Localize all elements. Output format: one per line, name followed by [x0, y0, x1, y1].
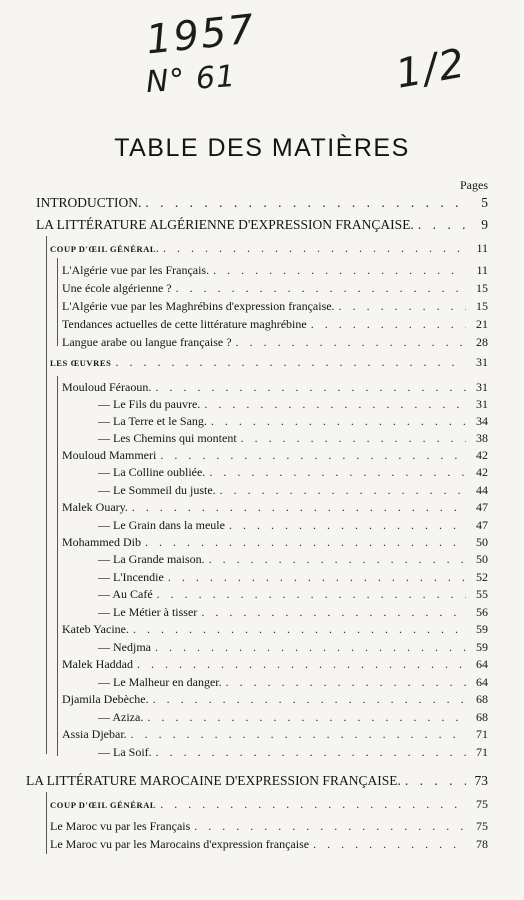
toc-entry-label: LA LITTÉRATURE MAROCAINE D'EXPRESSION FRANÇAISE.: [26, 773, 401, 788]
dot-leader: [155, 640, 466, 655]
dot-leader: [132, 500, 466, 515]
dot-leader: [211, 414, 466, 429]
toc-entry-au-cafe: [98, 587, 488, 602]
dot-leader: [176, 281, 466, 296]
toc-entry-label: Mohammed Dib: [62, 535, 141, 549]
toc-entry-label: Langue arabe ou langue française ?: [62, 335, 232, 349]
dot-leader: [168, 570, 466, 585]
toc-entry-page: 42: [476, 448, 488, 462]
toc-entry-nedjma: [98, 640, 488, 655]
toc-entry-label: — L'Incendie: [98, 570, 164, 584]
toc-entry-page: 28: [476, 335, 488, 349]
dot-leader: [160, 797, 466, 812]
toc-entry-assia-djebar: [62, 727, 488, 742]
toc-entry-page: 47: [476, 500, 488, 514]
toc-entry-label: Tendances actuelles de cette littérature maghrébine: [62, 317, 307, 331]
toc-entry-malek-ouary: [62, 500, 488, 515]
toc-entry-tendances-actuelles-de-cette-litterature: [62, 317, 488, 332]
toc-entry-label: L'Algérie vue par les Français.: [62, 263, 210, 277]
toc-entry-label: Mouloud Mammeri: [62, 448, 157, 462]
toc-entry-page: 68: [476, 710, 488, 724]
toc-entry-page: 55: [476, 587, 488, 601]
toc-entry-label: Kateb Yacine.: [62, 622, 129, 636]
toc-entry-page: 31: [476, 380, 488, 394]
toc-entry-label: Malek Ouary.: [62, 500, 128, 514]
toc-entry-le-metier-a-tisser: [98, 605, 488, 620]
toc-entry-label: — La Grande maison.: [98, 552, 205, 566]
toc-entry-label: — Les Chemins qui montent: [98, 431, 237, 445]
toc-entry-page: 5: [481, 195, 488, 210]
toc-entry-label: Malek Haddad: [62, 657, 133, 671]
toc-entry-page: 47: [476, 518, 488, 532]
dot-leader: [153, 692, 466, 707]
toc-entry-page: 59: [476, 622, 488, 636]
dot-leader: [133, 622, 466, 637]
dot-leader: [156, 745, 466, 760]
toc-entry-page: 64: [476, 675, 488, 689]
toc-entry-la-colline-oubliee: [98, 465, 488, 480]
toc-entry-aziza: [98, 710, 488, 725]
toc-entry-page: 38: [476, 431, 488, 445]
dot-leader: [313, 837, 466, 852]
toc-entry-la-terre-et-le-sang: [98, 414, 488, 429]
toc-entry-l-algerie-vue-par-les-maghrebins-d-expre: [62, 299, 488, 314]
toc-entry-le-maroc-vu-par-les-francais: [50, 819, 488, 834]
toc-entry-l-incendie: [98, 570, 488, 585]
toc-entry-label: — Le Malheur en danger.: [98, 675, 222, 689]
toc-entry-la-soif: [98, 745, 488, 760]
toc-entry-label: — Le Grain dans la meule: [98, 518, 225, 532]
dot-leader: [405, 773, 466, 789]
toc-entry-le-malheur-en-danger: [98, 675, 488, 690]
toc-entry-page: 11: [476, 241, 488, 255]
toc-entry-le-grain-dans-la-meule: [98, 518, 488, 533]
dot-leader: [204, 397, 466, 412]
toc-entry-label: Le Maroc vu par les Français: [50, 819, 191, 833]
toc-entry-page: 59: [476, 640, 488, 654]
toc-entry-page: 73: [474, 773, 488, 788]
toc-entry-page: 71: [476, 745, 488, 759]
toc-entry-introduction: [36, 195, 488, 211]
toc-entry-coup-d-il-general: [50, 241, 488, 256]
dot-leader: [131, 727, 466, 742]
toc-entry-page: 75: [476, 797, 488, 811]
toc-entry-les-uvres: [50, 355, 488, 370]
dot-leader: [220, 483, 466, 498]
toc-entry-page: 56: [476, 605, 488, 619]
toc-entry-kateb-yacine: [62, 622, 488, 637]
toc-entry-label: — Le Fils du pauvre.: [98, 397, 201, 411]
toc-entry-page: 21: [476, 317, 488, 331]
toc-entry-label: Assia Djebar.: [62, 727, 127, 741]
toc-entry-page: 64: [476, 657, 488, 671]
toc-entry-label: — Aziza.: [98, 710, 144, 724]
dot-leader: [236, 335, 466, 350]
toc-entry-label: — La Soif.: [98, 745, 152, 759]
toc-entry-la-litterature-algerienne-d-expression-f: [36, 217, 488, 233]
toc-entry-page: 71: [476, 727, 488, 741]
handwritten-number: N° 61: [144, 58, 238, 101]
dot-leader: [209, 465, 466, 480]
dot-leader: [213, 263, 466, 278]
dot-leader: [155, 380, 466, 395]
toc-entry-page: 50: [476, 552, 488, 566]
toc-entry-les-chemins-qui-montent: [98, 431, 488, 446]
toc-entry-page: 44: [476, 483, 488, 497]
indent-rule: [46, 352, 47, 754]
dot-leader: [147, 710, 466, 725]
dot-leader: [145, 195, 466, 211]
indent-rule: [46, 814, 47, 854]
toc-entry-langue-arabe-ou-langue-francaise: [62, 335, 488, 350]
dot-leader: [339, 299, 466, 314]
toc-entry-mouloud-feraoun: [62, 380, 488, 395]
toc-entry-label: — La Terre et le Sang.: [98, 414, 207, 428]
toc-entry-page: 11: [476, 263, 488, 277]
toc-entry-mouloud-mammeri: [62, 448, 488, 463]
handwritten-fraction: 1/2: [392, 40, 470, 98]
indent-rule: [57, 258, 58, 346]
toc-entry-page: 9: [481, 217, 488, 232]
toc-entry-page: 50: [476, 535, 488, 549]
dot-leader: [160, 448, 466, 463]
toc-entry-page: 78: [476, 837, 488, 851]
toc-entry-page: 15: [476, 281, 488, 295]
toc-entry-label: LA LITTÉRATURE ALGÉRIENNE D'EXPRESSION FRANÇAISE.: [36, 217, 414, 232]
toc-entry-page: 42: [476, 465, 488, 479]
toc-entry-page: 31: [476, 355, 488, 369]
dot-leader: [418, 217, 466, 233]
dot-leader: [241, 431, 466, 446]
toc-entry-label: LES ŒUVRES: [50, 358, 112, 368]
toc-entry-le-maroc-vu-par-les-marocains-d-expressi: [50, 837, 488, 852]
toc-entry-label: Djamila Debèche.: [62, 692, 149, 706]
dot-leader: [229, 518, 466, 533]
toc-entry-label: — Nedjma: [98, 640, 151, 654]
dot-leader: [201, 605, 466, 620]
toc-entry-coup-d-il-general: [50, 797, 488, 812]
toc-entry-label: — La Colline oubliée.: [98, 465, 206, 479]
toc-entry-page: 68: [476, 692, 488, 706]
dot-leader: [226, 675, 466, 690]
dot-leader: [137, 657, 466, 672]
toc-entry-label: Le Maroc vu par les Marocains d'expression française: [50, 837, 310, 851]
toc-entry-label: — Le Métier à tisser: [98, 605, 198, 619]
toc-entry-la-litterature-marocaine-d-expression-fr: [26, 773, 488, 789]
toc-entry-l-algerie-vue-par-les-francais: [62, 263, 488, 278]
dot-leader: [116, 355, 466, 370]
pages-column-header: Pages: [460, 178, 488, 192]
page-title: TABLE DES MATIÈRES: [114, 133, 410, 162]
toc-entry-page: 52: [476, 570, 488, 584]
dot-leader: [194, 819, 466, 834]
dot-leader: [157, 587, 466, 602]
toc-entry-label: COUP D'ŒIL GÉNÉRAL: [50, 800, 157, 810]
toc-entry-label: INTRODUCTION.: [36, 195, 142, 210]
handwritten-year: 1957: [143, 6, 258, 64]
toc-entry-la-grande-maison: [98, 552, 488, 567]
indent-rule: [57, 376, 58, 756]
toc-entry-label: — Le Sommeil du juste.: [98, 483, 216, 497]
toc-entry-le-sommeil-du-juste: [98, 483, 488, 498]
toc-entry-page: 75: [476, 819, 488, 833]
toc-entry-le-fils-du-pauvre: [98, 397, 488, 412]
toc-entry-page: 34: [476, 414, 488, 428]
dot-leader: [209, 552, 466, 567]
toc-entry-label: Mouloud Féraoun.: [62, 380, 152, 394]
toc-entry-label: COUP D'ŒIL GÉNÉRAL.: [50, 244, 159, 254]
toc-entry-mohammed-dib: [62, 535, 488, 550]
toc-entry-label: Une école algérienne ?: [62, 281, 172, 295]
toc-entry-une-ecole-algerienne: [62, 281, 488, 296]
dot-leader: [311, 317, 466, 332]
toc-entry-label: — Au Café: [98, 587, 153, 601]
dot-leader: [145, 535, 466, 550]
toc-entry-djamila-debeche: [62, 692, 488, 707]
toc-entry-page: 15: [476, 299, 488, 313]
dot-leader: [163, 241, 466, 256]
toc-entry-malek-haddad: [62, 657, 488, 672]
toc-entry-page: 31: [476, 397, 488, 411]
toc-entry-label: L'Algérie vue par les Maghrébins d'expression française.: [62, 299, 335, 313]
